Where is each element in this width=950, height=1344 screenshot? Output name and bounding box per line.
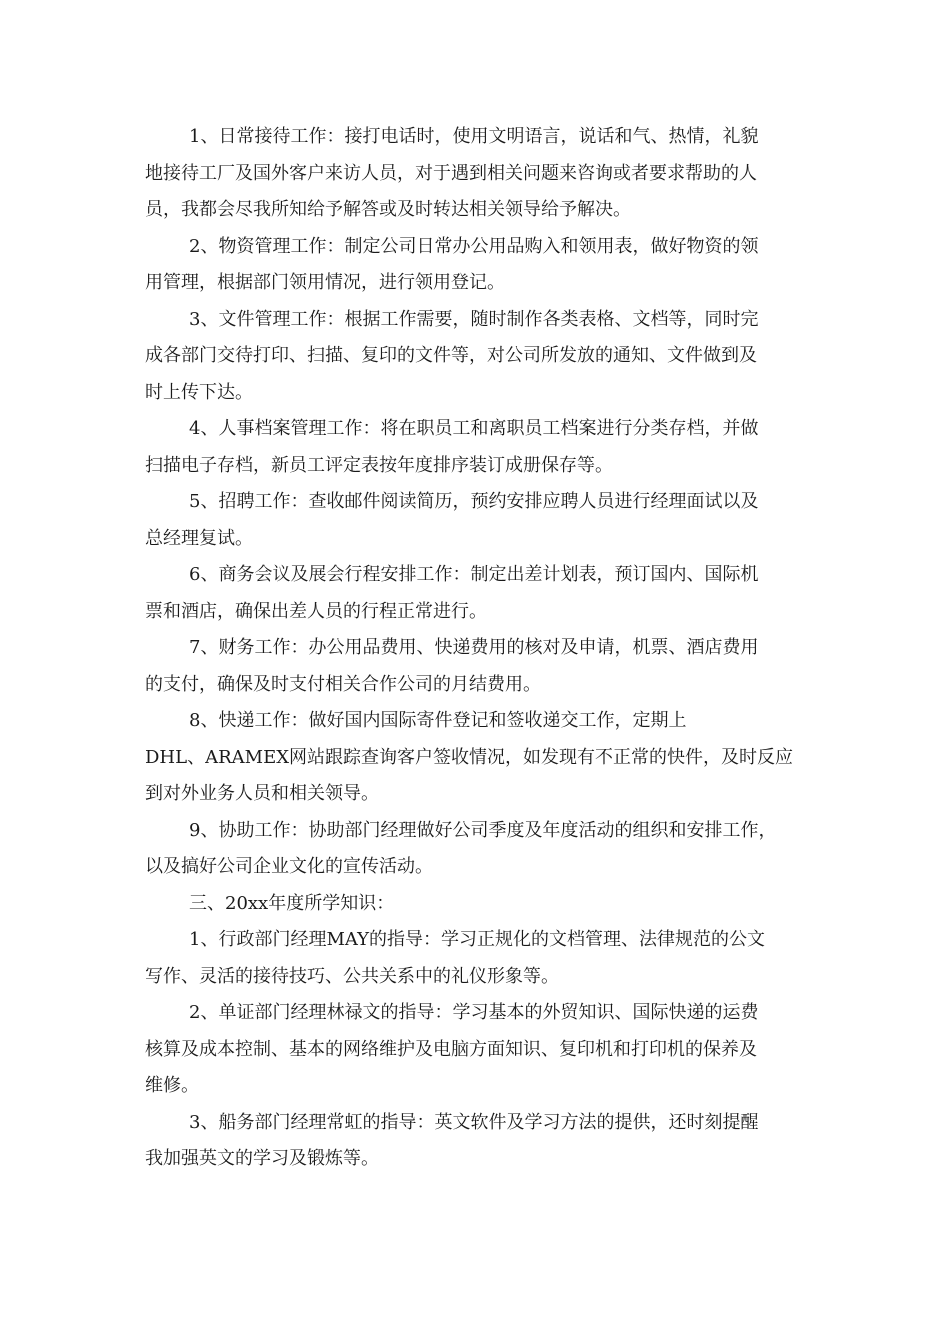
text-line: 票和酒店，确保出差人员的行程正常进行。: [145, 600, 487, 622]
text-line: 9、协助工作：协助部门经理做好公司季度及年度活动的组织和安排工作，: [189, 819, 777, 841]
text-line: 以及搞好公司企业文化的宣传活动。: [145, 856, 433, 877]
paragraph-shipping-guidance: [145, 1105, 810, 1178]
text-line: 5、招聘工作：查收邮件阅读简历，预约安排应聘人员进行经理面试以及: [189, 491, 759, 512]
text-line: 时上传下达。: [145, 381, 253, 403]
paragraph-daily-reception: [145, 119, 810, 229]
text-line: 4、人事档案管理工作：将在职员工和离职员工档案进行分类存档，并做: [189, 418, 759, 439]
paragraph-personnel-archives: [145, 411, 810, 484]
paragraph-business-travel: [145, 557, 810, 630]
text-line: 3、文件管理工作：根据工作需要，随时制作各类表格、文档等，同时完: [189, 308, 759, 330]
paragraph-file-management: [145, 302, 810, 412]
text-line: 1、日常接待工作：接打电话时，使用文明语言，说话和气、热情，礼貌: [189, 126, 759, 147]
text-line: 员，我都会尽我所知给予解答或及时转达相关领导给予解决。: [145, 199, 631, 220]
text-line: 的支付，确保及时支付相关合作公司的月结费用。: [145, 673, 541, 695]
document-page: [145, 119, 810, 1178]
paragraph-recruitment: [145, 484, 810, 557]
text-line: 1、行政部门经理MAY的指导：学习正规化的文档管理、法律规范的公文: [189, 929, 766, 950]
text-line: 总经理复试。: [145, 527, 253, 549]
text-line: 维修。: [145, 1075, 199, 1096]
text-line: 写作、灵活的接待技巧、公共关系中的礼仪形象等。: [145, 965, 559, 987]
text-line: 用管理，根据部门领用情况，进行领用登记。: [145, 272, 505, 293]
paragraph-admin-guidance: [145, 922, 810, 995]
paragraph-supplies-management: [145, 229, 810, 302]
paragraph-documents-guidance: [145, 995, 810, 1105]
section-heading-knowledge: [145, 886, 810, 923]
text-line: 到对外业务人员和相关领导。: [145, 783, 379, 804]
text-line: 7、财务工作：办公用品费用、快递费用的核对及申请，机票、酒店费用: [189, 637, 759, 658]
text-line: 2、单证部门经理林禄文的指导：学习基本的外贸知识、国际快递的运费: [189, 1002, 759, 1023]
text-line: 我加强英文的学习及锻炼等。: [145, 1148, 379, 1169]
text-line: 成各部门交待打印、扫描、复印的文件等，对公司所发放的通知、文件做到及: [145, 345, 757, 366]
text-line: 地接待工厂及国外客户来访人员，对于遇到相关问题来咨询或者要求帮助的人: [145, 162, 757, 184]
text-line: 8、快递工作：做好国内国际寄件登记和签收递交工作，定期上: [189, 710, 687, 731]
paragraph-assistance: [145, 813, 810, 886]
text-line: 扫描电子存档，新员工评定表按年度排序装订成册保存等。: [145, 454, 613, 476]
text-line: 3、船务部门经理常虹的指导：英文软件及学习方法的提供，还时刻提醒: [189, 1111, 759, 1133]
text-line: 三、20xx年度所学知识：: [189, 892, 395, 914]
text-line: 2、物资管理工作：制定公司日常办公用品购入和领用表，做好物资的领: [189, 235, 759, 257]
text-line: 核算及成本控制、基本的网络维护及电脑方面知识、复印机和打印机的保养及: [145, 1038, 757, 1060]
paragraph-finance: [145, 630, 810, 703]
text-line: 6、商务会议及展会行程安排工作：制定出差计划表，预订国内、国际机: [189, 564, 759, 585]
text-line: DHL、ARAMEX网站跟踪查询客户签收情况，如发现有不正常的快件，及时反应: [145, 746, 794, 768]
paragraph-express-delivery: [145, 703, 810, 813]
